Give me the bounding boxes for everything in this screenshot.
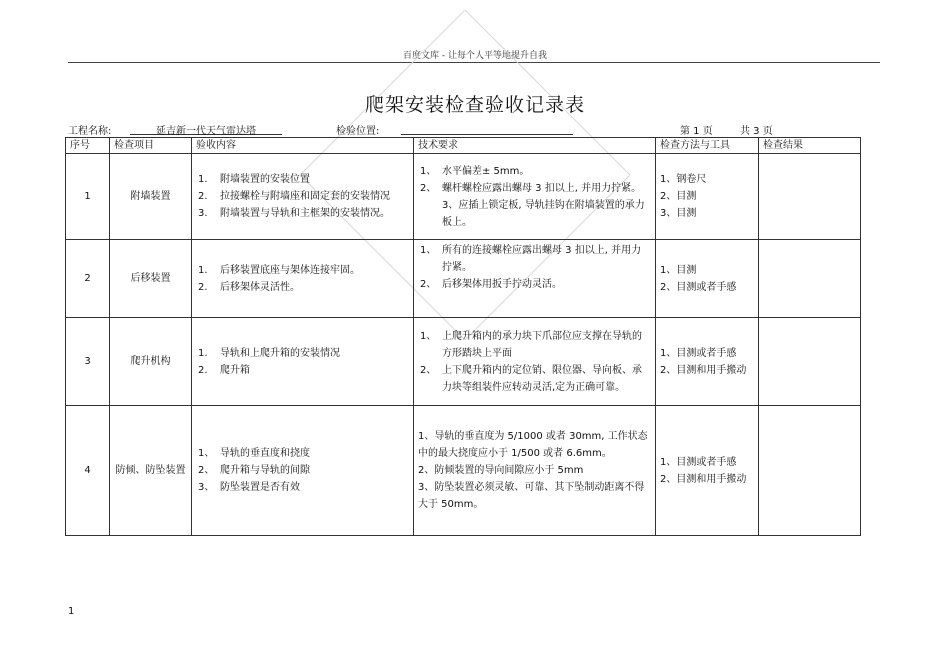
row-content xyxy=(192,240,414,318)
tech-item: 2、 螺杆螺栓应露出螺母 3 扣以上, 并用力拧紧。 xyxy=(420,182,642,194)
header-method: 检查方法与工具 xyxy=(656,138,759,154)
location-label: 检验位置: xyxy=(336,126,380,137)
row-item: 附墙装置 xyxy=(110,154,192,240)
row-item: 防倾、防坠装置 xyxy=(110,406,192,536)
tech-item: 1、 上爬升箱内的承力块下爪部位应支撑在导轨的方形踏块上平面 xyxy=(420,330,642,359)
header-content: 验收内容 xyxy=(192,138,414,154)
row-result xyxy=(759,318,861,406)
row-no: 4 xyxy=(66,406,110,536)
table-row xyxy=(66,406,861,536)
content-item: 1. 附墙装置的安装位置 xyxy=(198,174,310,185)
row-method: 1、目测或者手感 2、目测和用手搬动 xyxy=(656,406,759,536)
header-result: 检查结果 xyxy=(759,138,861,154)
header-no: 序号 xyxy=(66,138,110,154)
row-content xyxy=(192,154,414,240)
info-row xyxy=(68,122,880,136)
row-tech xyxy=(414,154,656,240)
page-number: 1 xyxy=(68,606,75,617)
row-item: 爬升机构 xyxy=(110,318,192,406)
row-result xyxy=(759,406,861,536)
table-header-row xyxy=(66,138,861,154)
content-item: 2. 后移架体灵活性。 xyxy=(198,281,300,293)
tech-item: 1、导轨的垂直度为 5/1000 或者 30mm, 工作状态中的最大挠度应小于 1/500 或者 6.6mm。 xyxy=(418,431,648,459)
row-content xyxy=(192,318,414,406)
content-item: 3、 防坠装置是否有效 xyxy=(198,482,300,493)
content-item: 1. 后移装置底座与架体连接牢固。 xyxy=(198,264,360,276)
row-result xyxy=(759,154,861,240)
content-item: 3. 附墙装置与导轨和主框架的安装情况。 xyxy=(198,208,390,219)
project-label: 工程名称: xyxy=(68,126,112,137)
table-row xyxy=(66,318,861,406)
row-method: 1、钢卷尺 2、目测 3、目测 xyxy=(656,154,759,240)
row-method: 1、目测或者手感 2、目测和用手搬动 xyxy=(656,318,759,406)
table-row xyxy=(66,240,861,318)
row-no: 2 xyxy=(66,240,110,318)
row-method: 1、目测 2、目测或者手感 xyxy=(656,240,759,318)
row-result xyxy=(759,240,861,318)
row-item: 后移装置 xyxy=(110,240,192,318)
tech-item: 2、 后移架体用扳手拧动灵活。 xyxy=(420,279,562,290)
content-item: 1、 导轨的垂直度和挠度 xyxy=(198,448,310,459)
inspection-table xyxy=(65,137,861,536)
table-row xyxy=(66,154,861,240)
tech-item: 3、应插上锁定板, 导轨挂钩在附墙装置的承力板上。 xyxy=(442,199,645,228)
page-title: 爬架安装检查验收记录表 xyxy=(364,94,585,116)
content-item: 1. 导轨和上爬升箱的安装情况 xyxy=(198,347,340,359)
tech-item: 1、 所有的连接螺栓应露出螺母 3 扣以上, 并用力拧紧。 xyxy=(420,245,642,273)
row-content xyxy=(192,406,414,536)
location-value xyxy=(401,122,573,135)
tech-item: 2、 上下爬升箱内的定位销、限位器、导向板、承力块等组装件应转动灵活,定为正确可靠。 xyxy=(420,364,642,393)
row-no: 1 xyxy=(66,154,110,240)
row-no: 3 xyxy=(66,318,110,406)
page-indicator: 第 1 页 xyxy=(680,126,713,137)
content-item: 2. 爬升箱 xyxy=(198,364,250,376)
content-item: 2、 爬升箱与导轨的间隙 xyxy=(198,465,310,476)
tech-item: 3、防坠装置必须灵敏、可靠、其下坠制动距离不得大于 50mm。 xyxy=(418,482,645,510)
row-tech xyxy=(414,240,656,318)
tech-item: 1、 水平偏差± 5mm。 xyxy=(420,165,530,177)
total-pages: 共 3 页 xyxy=(740,126,773,137)
tech-item: 2、防倾装置的导向间隙应小于 5mm xyxy=(418,465,584,476)
row-tech xyxy=(414,318,656,406)
document-header: 百度文库 - 让每个人平等地提升自我 xyxy=(403,51,547,61)
content-item: 2. 拉接螺栓与附墙座和固定套的安装情况 xyxy=(198,191,390,202)
header-tech: 技术要求 xyxy=(414,138,656,154)
header-item: 检查项目 xyxy=(110,138,192,154)
row-tech xyxy=(414,406,656,536)
header-rule xyxy=(68,62,880,63)
project-value: 延吉新一代天气雷达塔 xyxy=(130,122,282,135)
